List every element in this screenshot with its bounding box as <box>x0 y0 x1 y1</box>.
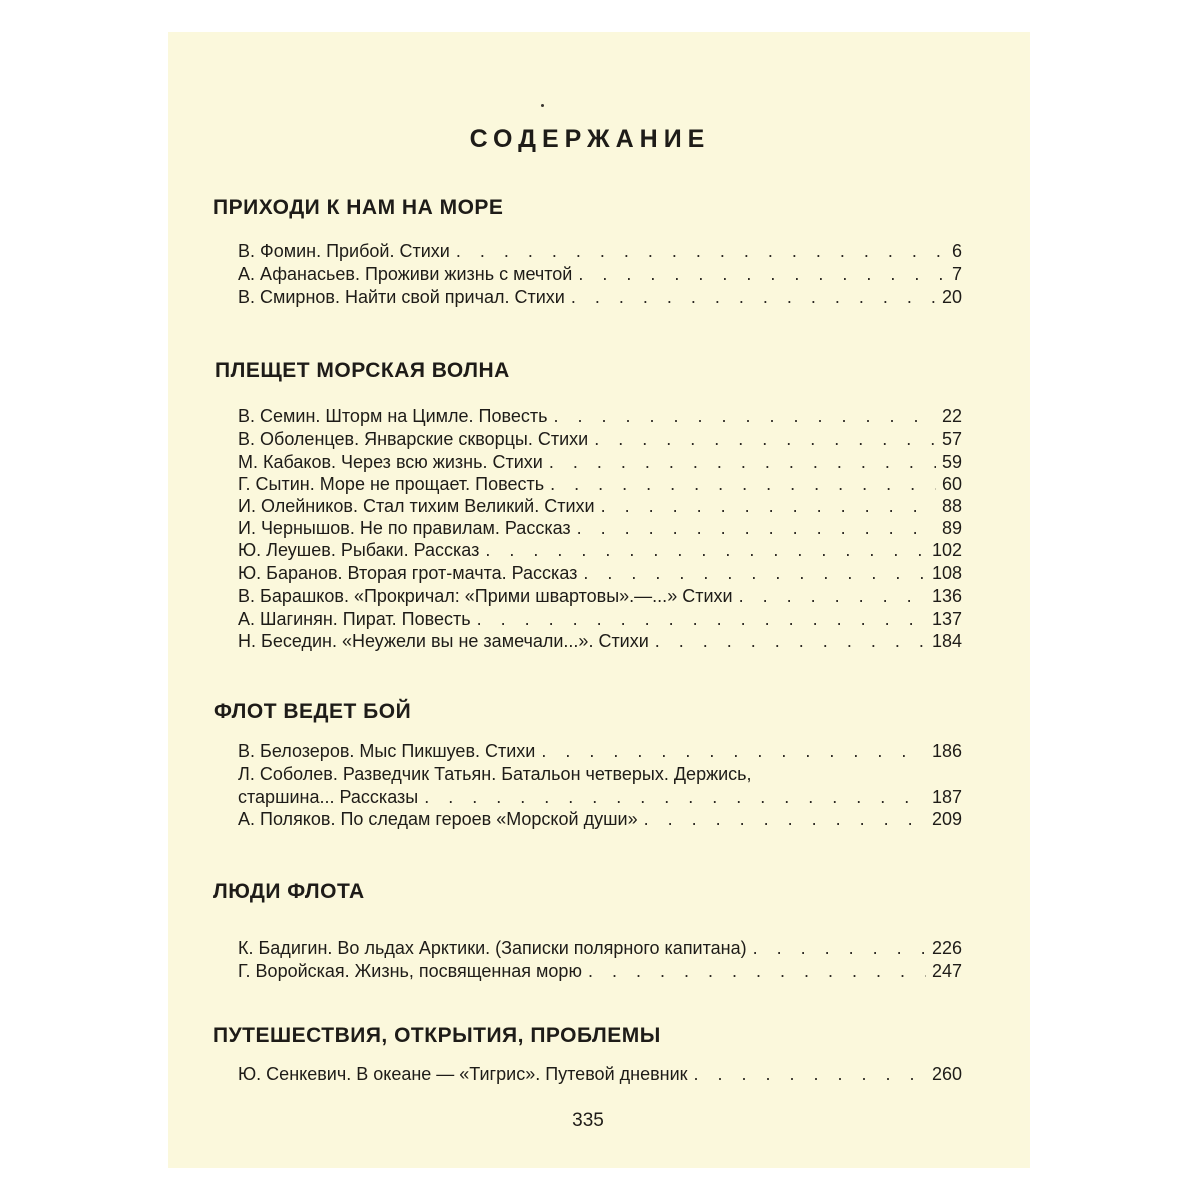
entry-page-number: 108 <box>931 563 962 583</box>
entry-page-number: 7 <box>951 264 962 284</box>
dot-leader <box>739 585 926 608</box>
toc-entry <box>238 263 962 286</box>
toc-entry <box>238 428 962 451</box>
entry-page-number: 137 <box>931 609 962 629</box>
entry-page-number: 187 <box>931 787 962 807</box>
entry-page-number: 226 <box>931 938 962 958</box>
entry-title: В. Смирнов. Найти свой причал. Стихи <box>238 287 565 307</box>
entry-title: Н. Беседин. «Неужели вы не замечали...». Стихи <box>238 631 649 651</box>
entry-title: В. Семин. Шторм на Цимле. Повесть <box>238 406 548 426</box>
section-heading: ПУТЕШЕСТВИЯ, ОТКРЫТИЯ, ПРОБЛЕМЫ <box>213 1024 661 1047</box>
entry-page-number: 20 <box>941 287 962 307</box>
entry-page-number: 6 <box>951 241 962 261</box>
dot-leader <box>655 630 926 653</box>
dot-leader <box>694 1063 926 1086</box>
print-dot <box>541 104 544 107</box>
toc-entry <box>238 451 962 474</box>
entry-title: Ю. Баранов. Вторая грот-мачта. Рассказ <box>238 563 578 583</box>
entry-page-number: 89 <box>941 518 962 538</box>
toc-entry <box>238 405 962 428</box>
entry-title-continuation: старшина... Рассказы <box>238 787 419 807</box>
entry-page-number: 60 <box>941 474 962 494</box>
entry-page-number: 247 <box>931 961 962 981</box>
toc-entry <box>238 740 962 763</box>
dot-leader <box>588 960 926 983</box>
dot-leader <box>601 495 936 518</box>
entry-title: А. Афанасьев. Проживи жизнь с мечтой <box>238 264 573 284</box>
toc-entry <box>238 473 962 496</box>
toc-entry <box>238 517 962 540</box>
dot-leader <box>485 539 926 562</box>
entry-page-number: 88 <box>941 496 962 516</box>
dot-leader <box>477 608 926 631</box>
toc-entry <box>238 808 962 831</box>
dot-leader <box>553 405 935 428</box>
toc-entry <box>238 240 962 263</box>
entry-page-number: 260 <box>931 1064 962 1084</box>
dot-leader <box>753 937 926 960</box>
entry-title: А. Поляков. По следам героев «Морской души» <box>238 809 638 829</box>
entry-title: И. Олейников. Стал тихим Великий. Стихи <box>238 496 595 516</box>
entry-title: В. Оболенцев. Январские скворцы. Стихи <box>238 429 589 449</box>
toc-entry <box>238 539 962 562</box>
entry-title: Ю. Леушев. Рыбаки. Рассказ <box>238 540 480 560</box>
entry-page-number: 102 <box>931 540 962 560</box>
toc-entry-first-line: Л. Соболев. Разведчик Татьян. Батальон четверых. Держись, <box>238 764 752 784</box>
entry-page-number: 209 <box>931 809 962 829</box>
toc-entry <box>238 630 962 653</box>
toc-entry <box>238 1063 962 1086</box>
toc-entry <box>238 585 962 608</box>
entry-title: В. Барашков. «Прокричал: «Прими швартовы».—...» Стихи <box>238 586 733 606</box>
dot-leader <box>577 517 936 540</box>
dot-leader <box>456 240 946 263</box>
page-title: СОДЕРЖАНИЕ <box>469 125 711 153</box>
section-heading: ПРИХОДИ К НАМ НА МОРЕ <box>213 196 504 219</box>
dot-leader <box>594 428 936 451</box>
dot-leader <box>644 808 926 831</box>
entry-page-number: 59 <box>941 452 962 472</box>
entry-page-number: 186 <box>931 741 962 761</box>
section-heading: ПЛЕЩЕТ МОРСКАЯ ВОЛНА <box>215 359 510 382</box>
toc-entry <box>238 286 962 309</box>
entry-title: Г. Сытин. Море не прощает. Повесть <box>238 474 545 494</box>
dot-leader <box>549 451 936 474</box>
section-heading: ЛЮДИ ФЛОТА <box>213 880 365 903</box>
toc-entry <box>238 562 962 585</box>
dot-leader <box>583 562 926 585</box>
toc-entry <box>238 495 962 518</box>
entry-page-number: 22 <box>941 406 962 426</box>
page-number: 335 <box>572 1110 604 1131</box>
dot-leader <box>578 263 946 286</box>
entry-title: К. Бадигин. Во льдах Арктики. (Записки полярного капитана) <box>238 938 747 958</box>
entry-title: Ю. Сенкевич. В океане — «Тигрис». Путевой дневник <box>238 1064 688 1084</box>
dot-leader <box>541 740 926 763</box>
toc-entry <box>238 608 962 631</box>
entry-title: И. Чернышов. Не по правилам. Рассказ <box>238 518 571 538</box>
entry-title: А. Шагинян. Пират. Повесть <box>238 609 471 629</box>
section-heading: ФЛОТ ВЕДЕТ БОЙ <box>214 700 412 723</box>
entry-page-number: 57 <box>941 429 962 449</box>
toc-entry <box>238 960 962 983</box>
dot-leader <box>550 473 936 496</box>
entry-title: Г. Воройская. Жизнь, посвященная морю <box>238 961 582 981</box>
dot-leader <box>571 286 936 309</box>
entry-page-number: 136 <box>931 586 962 606</box>
toc-entry <box>238 786 962 809</box>
entry-title: М. Кабаков. Через всю жизнь. Стихи <box>238 452 543 472</box>
entry-page-number: 184 <box>931 631 962 651</box>
toc-entry <box>238 937 962 960</box>
entry-title: В. Фомин. Прибой. Стихи <box>238 241 450 261</box>
dot-leader <box>424 786 926 809</box>
entry-title: В. Белозеров. Мыс Пикшуев. Стихи <box>238 741 536 761</box>
